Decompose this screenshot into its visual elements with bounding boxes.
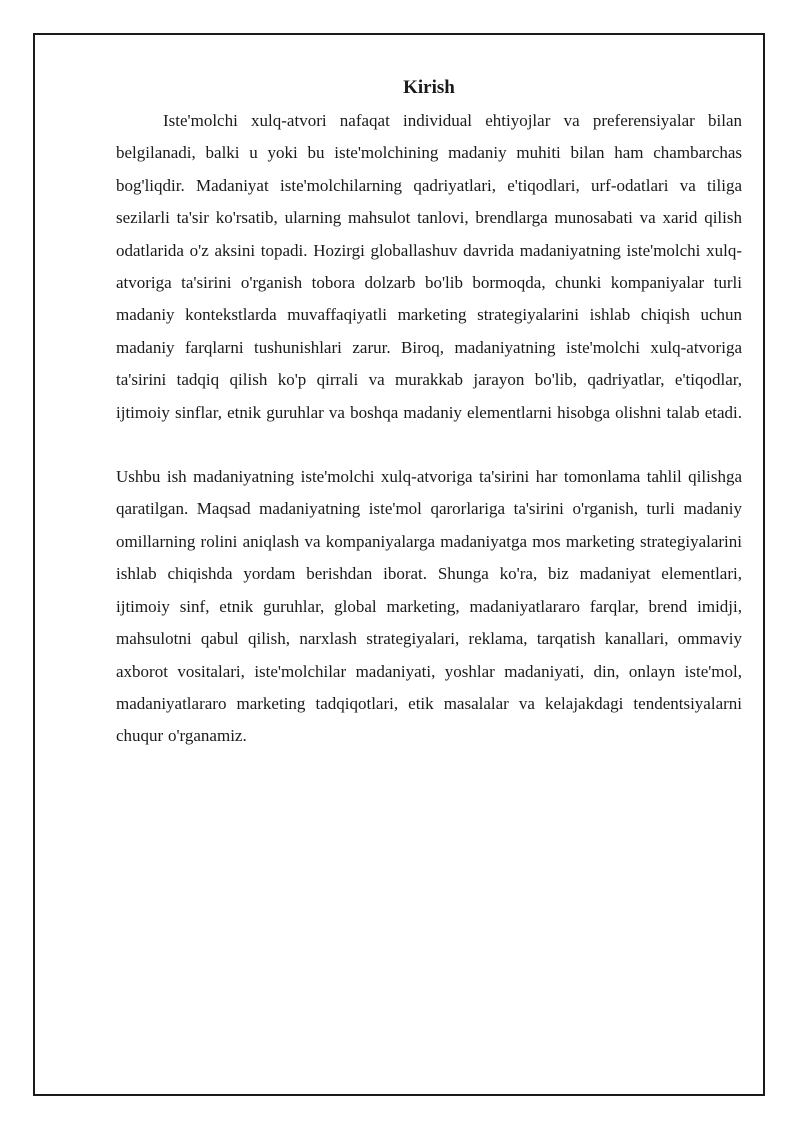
document-body [116, 74, 742, 753]
document-title: Kirish [403, 77, 455, 98]
paragraph-introduction: Iste'molchi xulq-atvori nafaqat individual ehtiyojlar va preferensiyalar bilan belgilanadi, balki u yoki bu iste'molchining madaniy muhiti bilan ham chambarchas bog'liqdir. Madaniyat iste'molchilarning qadriyatlari, e'tiqodlari, urf-odatlari va tiliga sezilarli ta'sir ko'rsatib, ularning mahsulot tanlovi, brendlarga munosabati va xarid qilish odatlarida o'z aksini topadi. Hozirgi globallashuv davrida madaniyatning iste'molchi xulq-atvoriga ta'sirini o'rganish tobora dolzarb bo'lib bormoqda, chunki kompaniyalar turli madaniy kontekstlarda muvaffaqiyatli marketing strategiyalarini ishlab chiqish uchun madaniy farqlarni tushunishlari zarur. Biroq, madaniyatning iste'molchi xulq-atvoriga ta'sirini tadqiq qilish ko'p qirrali va murakkab jarayon bo'lib, qadriyatlar, e'tiqodlar, ijtimoiy sinflar, etnik guruhlar va boshqa madaniy elementlarni hisobga olishni talab etadi. [116, 111, 742, 422]
paragraph-objectives: Ushbu ish madaniyatning iste'molchi xulq-atvoriga ta'sirini har tomonlama tahlil qilishga qaratilgan. Maqsad madaniyatning iste'mol qarorlariga ta'sirini o'rganish, turli madaniy omillarning rolini aniqlash va kompaniyalarga madaniyatga mos marketing strategiyalarini ishlab chiqishda yordam berishdan iborat. Shunga ko'ra, biz madaniyat elementlari, ijtimoiy sinf, etnik guruhlar, global marketing, madaniyatlararo farqlar, brend imidji, mahsulotni qabul qilish, narxlash strategiyalari, reklama, tarqatish kanallari, ommaviy axborot vositalari, iste'molchilar madaniyati, yoshlar madaniyati, din, onlayn iste'mol, madaniyatlararo marketing tadqiqotlari, etik masalalar va kelajakdagi tendentsiyalarni chuqur o'rganamiz. [116, 467, 742, 746]
